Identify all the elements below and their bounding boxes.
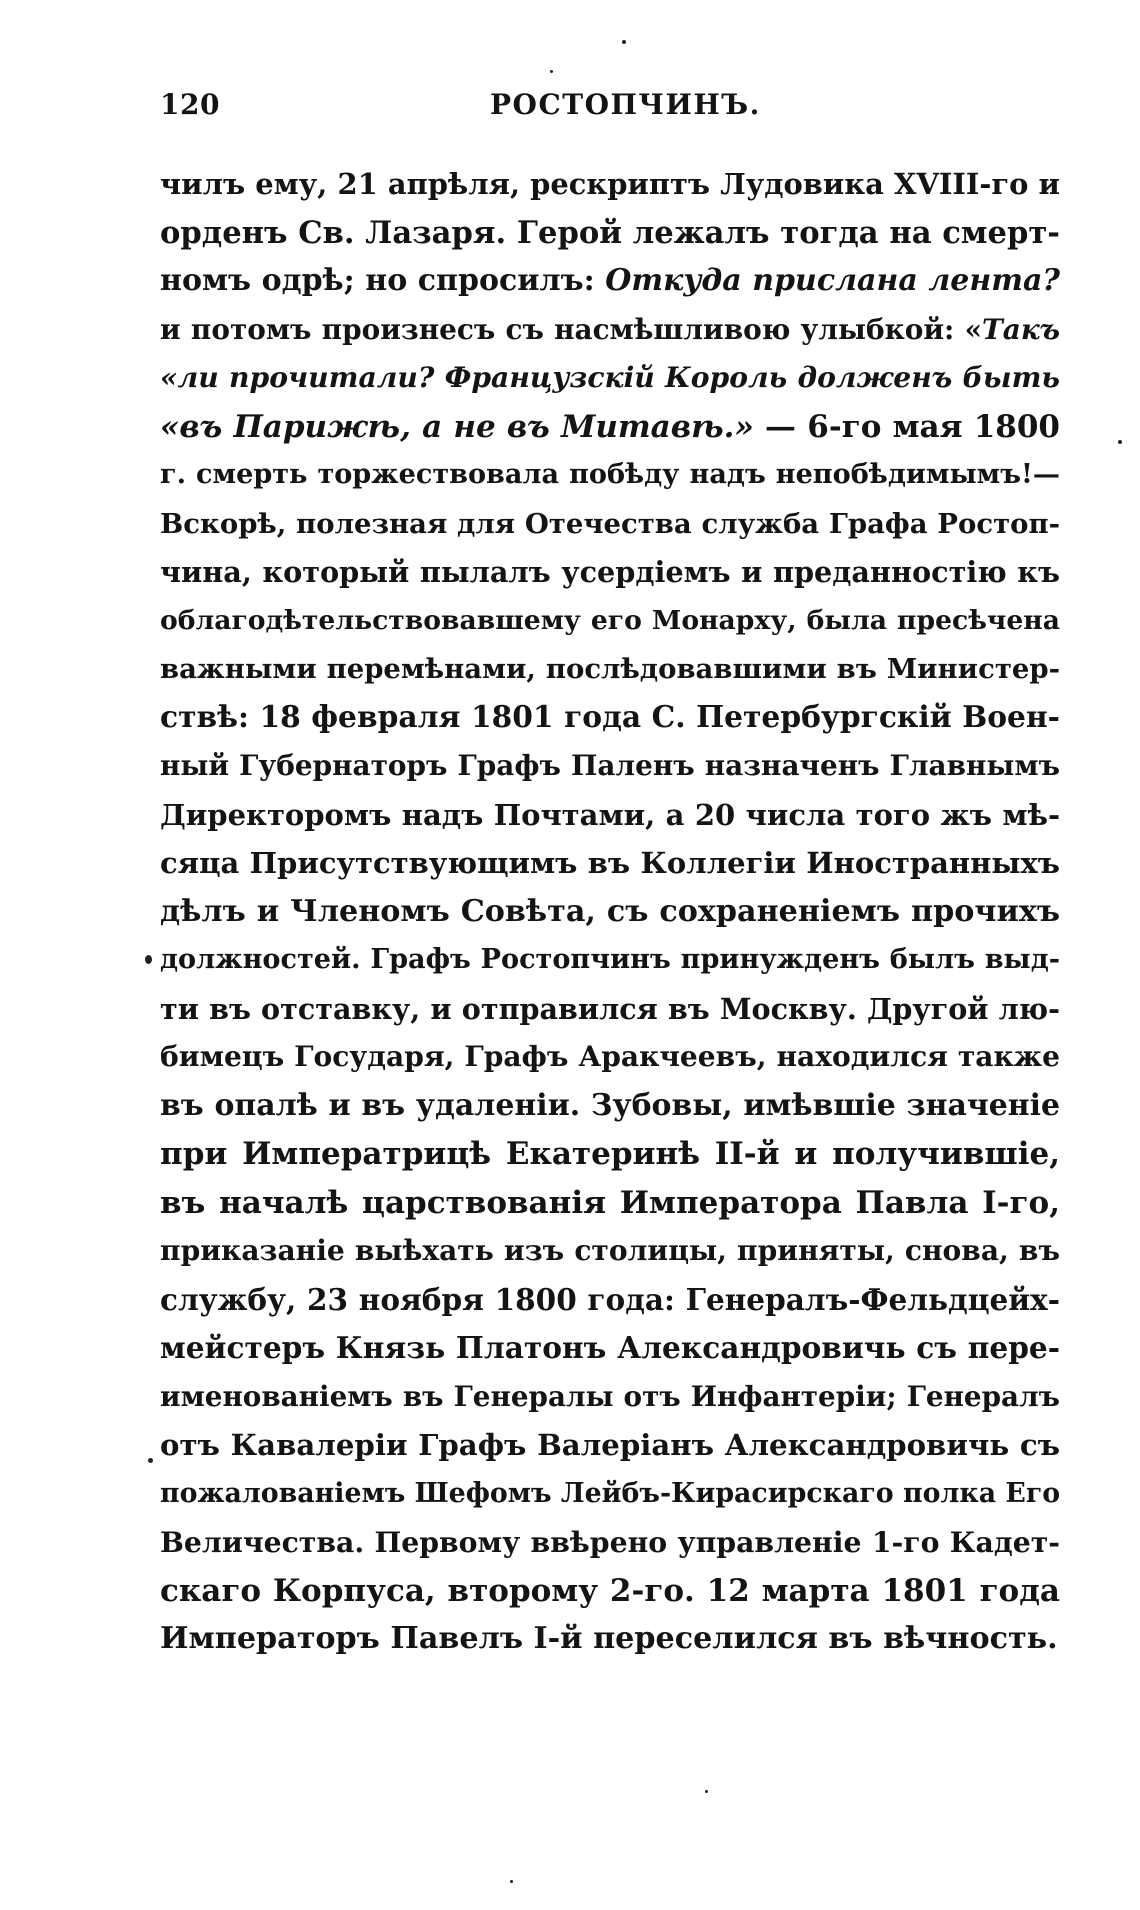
text-line — [160, 1518, 1060, 1567]
text-segment: сяца Присутствующимъ въ Коллегіи Иностранныхъ — [160, 846, 1060, 880]
text-line — [160, 451, 1060, 500]
italic-text: «въ Парижѣ, а не въ Митавѣ.» — [160, 408, 754, 445]
text-segment: г. смерть торжествовала побѣду надъ непобѣдимымъ!— — [160, 459, 1060, 490]
text-line — [160, 645, 1060, 694]
text-segment: службу, 23 ноября 1800 года: Генералъ-Фельдцейх- — [160, 1281, 1060, 1317]
text-line — [160, 888, 1060, 937]
text-segment: именованіемъ въ Генералы отъ Инфантеріи; Генералъ — [160, 1379, 1060, 1413]
italic-text: «ли прочитали? Французскій Король долженъ быть — [160, 361, 1060, 394]
scan-speck — [550, 70, 553, 73]
text-line — [160, 500, 1060, 549]
text-line — [160, 1421, 1060, 1470]
text-line — [160, 742, 1060, 791]
scan-speck — [148, 1458, 153, 1463]
page-number: 120 — [160, 88, 220, 121]
text-segment: Императоръ Павелъ I-й переселился въ вѣчность. — [160, 1621, 1058, 1656]
italic-text: Откуда прислана лента? — [605, 263, 1060, 298]
text-segment: ствѣ: 18 февраля 1801 года С. Петербургскій Воен- — [160, 699, 1060, 735]
scan-speck — [1118, 440, 1122, 444]
text-segment: Величества. Первому ввѣрено управленіе 1-го Кадет- — [160, 1525, 1060, 1559]
text-line — [160, 548, 1060, 597]
text-line — [160, 1227, 1060, 1276]
text-line — [160, 1082, 1060, 1131]
text-line — [160, 403, 1060, 452]
scan-speck — [145, 955, 152, 964]
text-line — [160, 160, 1060, 209]
text-line — [160, 1276, 1060, 1325]
text-line — [160, 1324, 1060, 1373]
text-segment: въ опалѣ и въ удаленіи. Зубовы, имѣвшіе значеніе — [160, 1087, 1060, 1123]
text-segment: чилъ ему, 21 апрѣля, рескриптъ Лудовика XVIII-го и — [160, 167, 1060, 201]
text-line — [160, 354, 1060, 403]
running-head: РОСТОПЧИНЪ. — [490, 88, 761, 121]
text-segment: и потомъ произнесъ съ насмѣшливою улыбкой: « — [160, 312, 983, 346]
text-line — [160, 1373, 1060, 1422]
italic-text: Такъ — [982, 312, 1060, 346]
scan-speck — [705, 1790, 708, 1793]
text-line — [160, 1615, 1060, 1664]
text-line — [160, 1567, 1060, 1616]
text-segment: должностей. Графъ Ростопчинъ принужденъ былъ выд- — [160, 944, 1060, 975]
text-segment: дѣлъ и Членомъ Совѣта, съ сохраненіемъ прочихъ — [160, 893, 1060, 929]
text-line — [160, 985, 1060, 1034]
text-line — [160, 306, 1060, 355]
text-segment: — 6-го мая 1800 — [753, 408, 1060, 445]
text-segment: Директоромъ надъ Почтами, а 20 числа того жъ мѣ- — [160, 797, 1060, 832]
text-line — [160, 597, 1060, 646]
text-segment: при Императрицѣ Екатеринѣ II-й и получившіе, — [160, 1136, 1060, 1172]
text-segment: важными перемѣнами, послѣдовавшими въ Министер- — [160, 653, 1060, 685]
text-line — [160, 209, 1060, 258]
text-segment: приказаніе выѣхать изъ столицы, приняты, снова, въ — [160, 1234, 1060, 1267]
text-segment: мейстеръ Князь Платонъ Александровичь съ пере- — [160, 1330, 1060, 1365]
text-line — [160, 1033, 1060, 1082]
text-line — [160, 694, 1060, 743]
text-segment: въ началѣ царствованія Императора Павла I-го, — [160, 1184, 1060, 1221]
text-segment: орденъ Св. Лазаря. Герой лежалъ тогда на смерт- — [160, 214, 1060, 251]
text-segment: Вскорѣ, полезная для Отечества служба Графа Ростоп- — [160, 507, 1060, 540]
scan-speck — [510, 1880, 513, 1883]
text-line — [160, 257, 1060, 306]
text-line — [160, 1179, 1060, 1228]
scan-speck — [622, 40, 626, 44]
text-segment: пожалованіемъ Шефомъ Лейбъ-Кирасирскаго полка Его — [160, 1477, 1061, 1509]
text-segment: ти въ отставку, и отправился въ Москву. Другой лю- — [160, 991, 1060, 1026]
text-segment: номъ одрѣ; но спросилъ: — [160, 263, 606, 298]
text-segment: чина, который пылалъ усердіемъ и преданностію къ — [160, 555, 1060, 589]
body-text — [160, 160, 1060, 1664]
text-segment: отъ Кавалеріи Графъ Валеріанъ Александровичь съ — [160, 1428, 1060, 1462]
text-segment: бимецъ Государя, Графъ Аракчеевъ, находился также — [160, 1040, 1060, 1073]
text-segment: ный Губернаторъ Графъ Паленъ назначенъ Главнымъ — [160, 749, 1060, 782]
text-line — [160, 1470, 1060, 1519]
page-header — [160, 88, 1060, 128]
text-segment: скаго Корпуса, второму 2-го. 12 марта 1801 года — [160, 1572, 1060, 1609]
text-line — [160, 791, 1060, 840]
text-segment: облагодѣтельствовавшему его Монарху, была пресѣчена — [160, 604, 1060, 636]
text-line — [160, 936, 1060, 985]
text-line — [160, 1130, 1060, 1179]
text-line — [160, 839, 1060, 888]
